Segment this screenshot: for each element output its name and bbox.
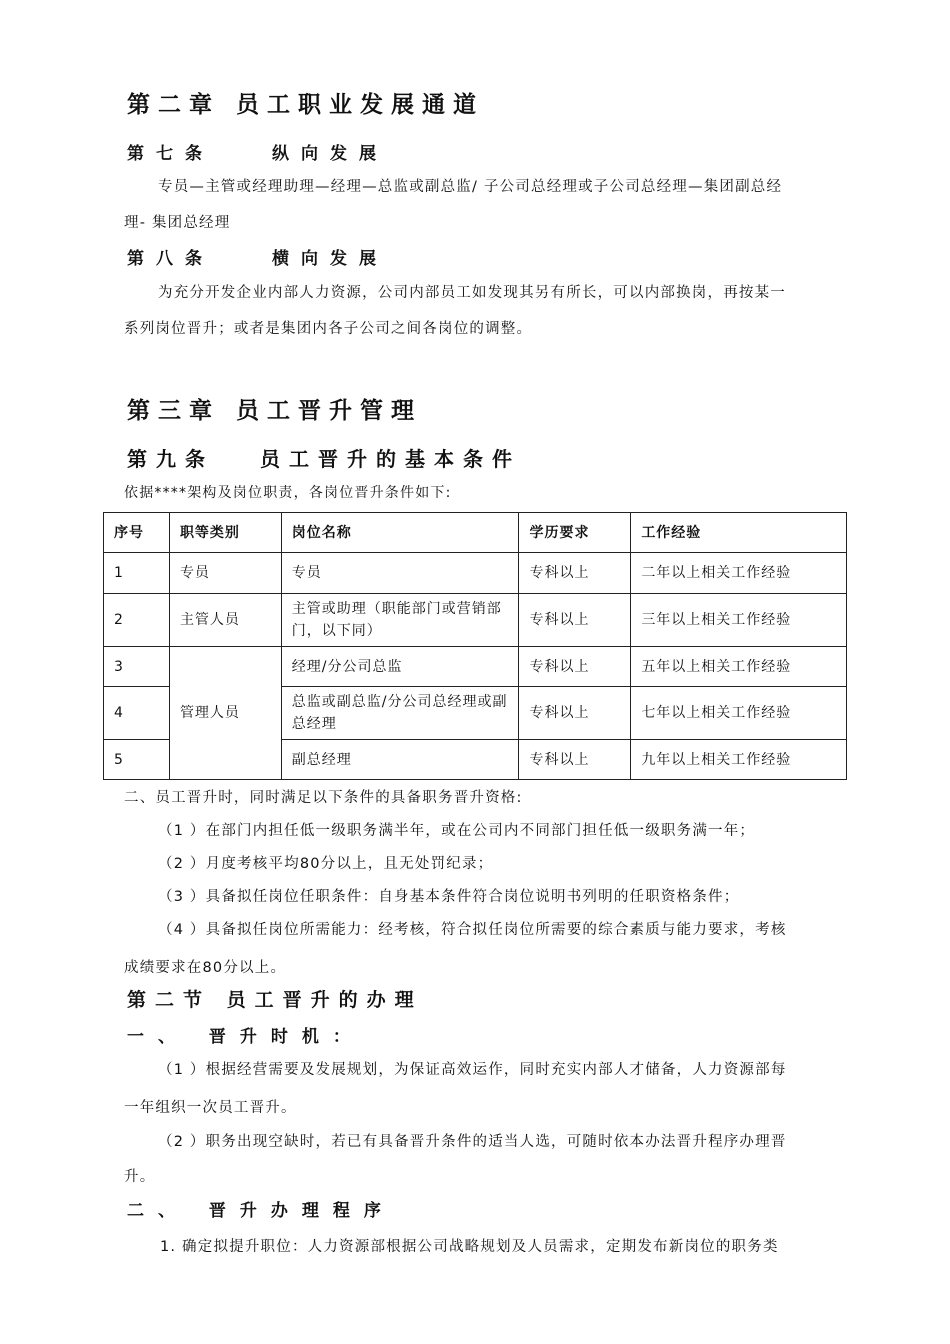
condition-4-line1: （4 ）具备拟任岗位所需能力：经考核，符合拟任岗位所需要的综合素质与能力要求，考核 [158, 922, 787, 938]
article-7-text-line2: 理- 集团总经理 [124, 215, 231, 231]
header-experience: 工作经验 [631, 513, 847, 553]
header-category: 职等类别 [169, 513, 281, 553]
article-7-name: 纵向发展 [272, 144, 388, 164]
cell-experience: 二年以上相关工作经验 [631, 553, 847, 594]
timing-para-1-line2: 一年组织一次员工晋升。 [124, 1100, 297, 1116]
cell-experience: 五年以上相关工作经验 [631, 647, 847, 687]
article-8-text-line2: 系列岗位晋升；或者是集团内各子公司之间各岗位的调整。 [124, 321, 533, 337]
article-7-text-line1: 专员—主管或经理助理—经理—总监或副总监/ 子公司总经理或子公司总经理—集团副总经 [158, 179, 783, 195]
article-8-name: 横向发展 [272, 249, 388, 269]
timing-para-1-line1: （1 ）根据经营需要及发展规划，为保证高效运作，同时充实内部人才储备，人力资源部每 [158, 1062, 787, 1078]
timing-para-2-line1: （2 ）职务出现空缺时，若已有具备晋升条件的适当人选，可随时依本办法晋升程序办理晋 [158, 1134, 787, 1150]
condition-3: （3 ）具备拟任岗位任职条件：自身基本条件符合岗位说明书列明的任职资格条件； [158, 889, 740, 905]
cell-position: 主管或助理（职能部门或营销部门，以下同） [281, 594, 519, 647]
header-position: 岗位名称 [281, 513, 519, 553]
article-9-heading [127, 443, 521, 472]
procedure-title: 二、 晋升办理程序 [127, 1201, 395, 1221]
article-8-text-line1: 为充分开发企业内部人力资源，公司内部员工如发现其另有所长，可以内部换岗，再按某一 [158, 285, 786, 301]
article-8-heading [127, 244, 388, 269]
cell-position: 经理/分公司总监 [281, 647, 519, 687]
chapter-3-title: 第三章 员工晋升管理 [127, 398, 423, 424]
cell-position: 总监或副总监/分公司总经理或副总经理 [281, 687, 519, 740]
procedure-step-1: 1. 确定拟提升职位：人力资源部根据公司战略规划及人员需求，定期发布新岗位的职务类 [160, 1239, 779, 1255]
cell-position: 副总经理 [281, 740, 519, 780]
cell-education: 专科以上 [519, 594, 631, 647]
conditions-title: 二、员工晋升时，同时满足以下条件的具备职务晋升资格: [124, 790, 523, 806]
cell-no: 1 [104, 553, 170, 594]
cell-category-merged: 管理人员 [169, 647, 281, 780]
cell-education: 专科以上 [519, 740, 631, 780]
table-row [104, 594, 847, 647]
cell-no: 2 [104, 594, 170, 647]
promotion-conditions-table [103, 512, 847, 780]
timing-title: 一、 晋升时机： [127, 1027, 364, 1047]
cell-education: 专科以上 [519, 687, 631, 740]
cell-no: 5 [104, 740, 170, 780]
cell-experience: 七年以上相关工作经验 [631, 687, 847, 740]
header-education: 学历要求 [519, 513, 631, 553]
cell-category: 专员 [169, 553, 281, 594]
header-no: 序号 [104, 513, 170, 553]
cell-no: 3 [104, 647, 170, 687]
cell-experience: 三年以上相关工作经验 [631, 594, 847, 647]
article-9-intro: 依据****架构及岗位职责，各岗位晋升条件如下: [124, 485, 452, 501]
article-7-heading [127, 139, 388, 164]
table-header-row [104, 513, 847, 553]
article-7-number: 第七条 [127, 144, 214, 164]
condition-4-line2: 成绩要求在80分以上。 [124, 960, 287, 976]
article-9-number: 第九条 [127, 447, 214, 471]
cell-category: 主管人员 [169, 594, 281, 647]
article-9-name: 员工晋升的基本条件 [260, 447, 521, 471]
chapter-2-title: 第二章 员工职业发展通道 [127, 92, 485, 118]
table-row [104, 647, 847, 687]
cell-education: 专科以上 [519, 553, 631, 594]
cell-education: 专科以上 [519, 647, 631, 687]
section-2-title: 第二节 员工晋升的办理 [127, 989, 423, 1011]
condition-2: （2 ）月度考核平均80分以上，且无处罚纪录； [158, 856, 494, 872]
table-row [104, 553, 847, 594]
article-8-number: 第八条 [127, 249, 214, 269]
cell-position: 专员 [281, 553, 519, 594]
cell-no: 4 [104, 687, 170, 740]
cell-experience: 九年以上相关工作经验 [631, 740, 847, 780]
condition-1: （1 ）在部门内担任低一级职务满半年，或在公司内不同部门担任低一级职务满一年； [158, 823, 756, 839]
timing-para-2-line2: 升。 [124, 1169, 156, 1185]
